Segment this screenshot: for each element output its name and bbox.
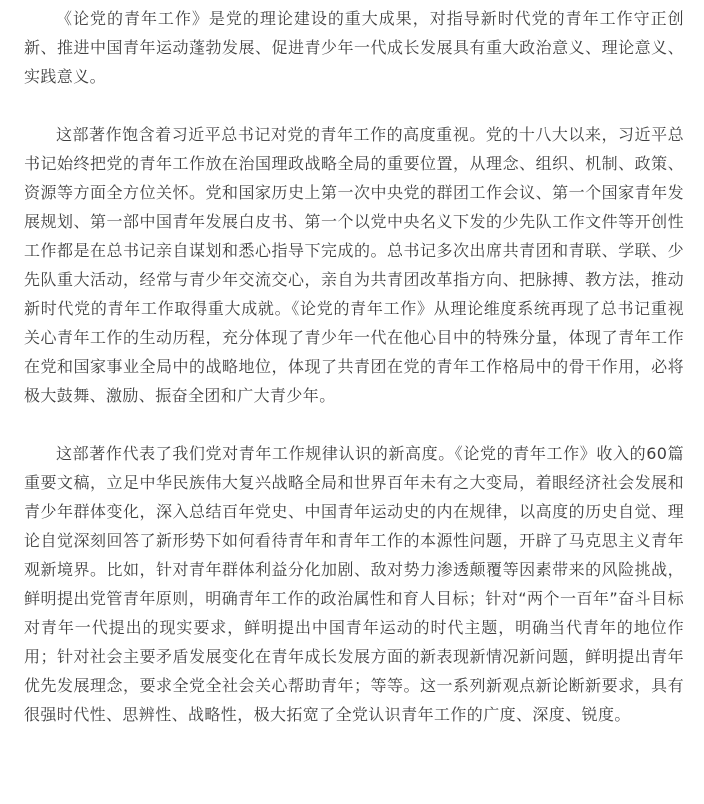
- article-body: [24, 4, 684, 729]
- paragraph-3: 这部著作代表了我们党对青年工作规律认识的新高度。《论党的青年工作》收入的60篇重要文稿，立足中华民族伟大复兴战略全局和世界百年未有之大变局，着眼经济社会发展和青少年群体变化，深入总结百年党史、中国青年运动史的内在规律，以高度的历史自觉、理论自觉深刻回答了新形势下如何看待青年和青年工作的本源性问题，开辟了马克思主义青年观新境界。比如，针对青年群体利益分化加剧、敌对势力渗透颠覆等因素带来的风险挑战，鲜明提出党管青年原则，明确青年工作的政治属性和育人目标；针对“两个一百年”奋斗目标对青年一代提出的现实要求，鲜明提出中国青年运动的时代主题，明确当代青年的地位作用；针对社会主要矛盾发展变化在青年成长发展方面的新表现新情况新问题，鲜明提出青年优先发展理念，要求全党全社会关心帮助青年；等等。这一系列新观点新论断新要求，具有很强时代性、思辨性、战略性，极大拓宽了全党认识青年工作的广度、深度、锐度。: [24, 444, 684, 724]
- paragraph-1: 《论党的青年工作》是党的理论建设的重大成果，对指导新时代党的青年工作守正创新、推进中国青年运动蓬勃发展、促进青少年一代成长发展具有重大政治意义、理论意义、实践意义。: [24, 9, 684, 86]
- paragraph-2: 这部著作饱含着习近平总书记对党的青年工作的高度重视。党的十八大以来，习近平总书记始终把党的青年工作放在治国理政战略全局的重要位置，从理念、组织、机制、政策、资源等方面全方位关怀。党和国家历史上第一次中央党的群团工作会议、第一个国家青年发展规划、第一部中国青年发展白皮书、第一个以党中央名义下发的少先队工作文件等开创性工作都是在总书记亲自谋划和悉心指导下完成的。总书记多次出席共青团和青联、学联、少先队重大活动，经常与青少年交流交心，亲自为共青团改革指方向、把脉搏、教方法，推动新时代党的青年工作取得重大成就。《论党的青年工作》从理论维度系统再现了总书记重视关心青年工作的生动历程，充分体现了青少年一代在他心目中的特殊分量，体现了青年工作在党和国家事业全局中的战略地位，体现了共青团在党的青年工作格局中的骨干作用，必将极大鼓舞、激励、振奋全团和广大青少年。: [24, 125, 684, 405]
